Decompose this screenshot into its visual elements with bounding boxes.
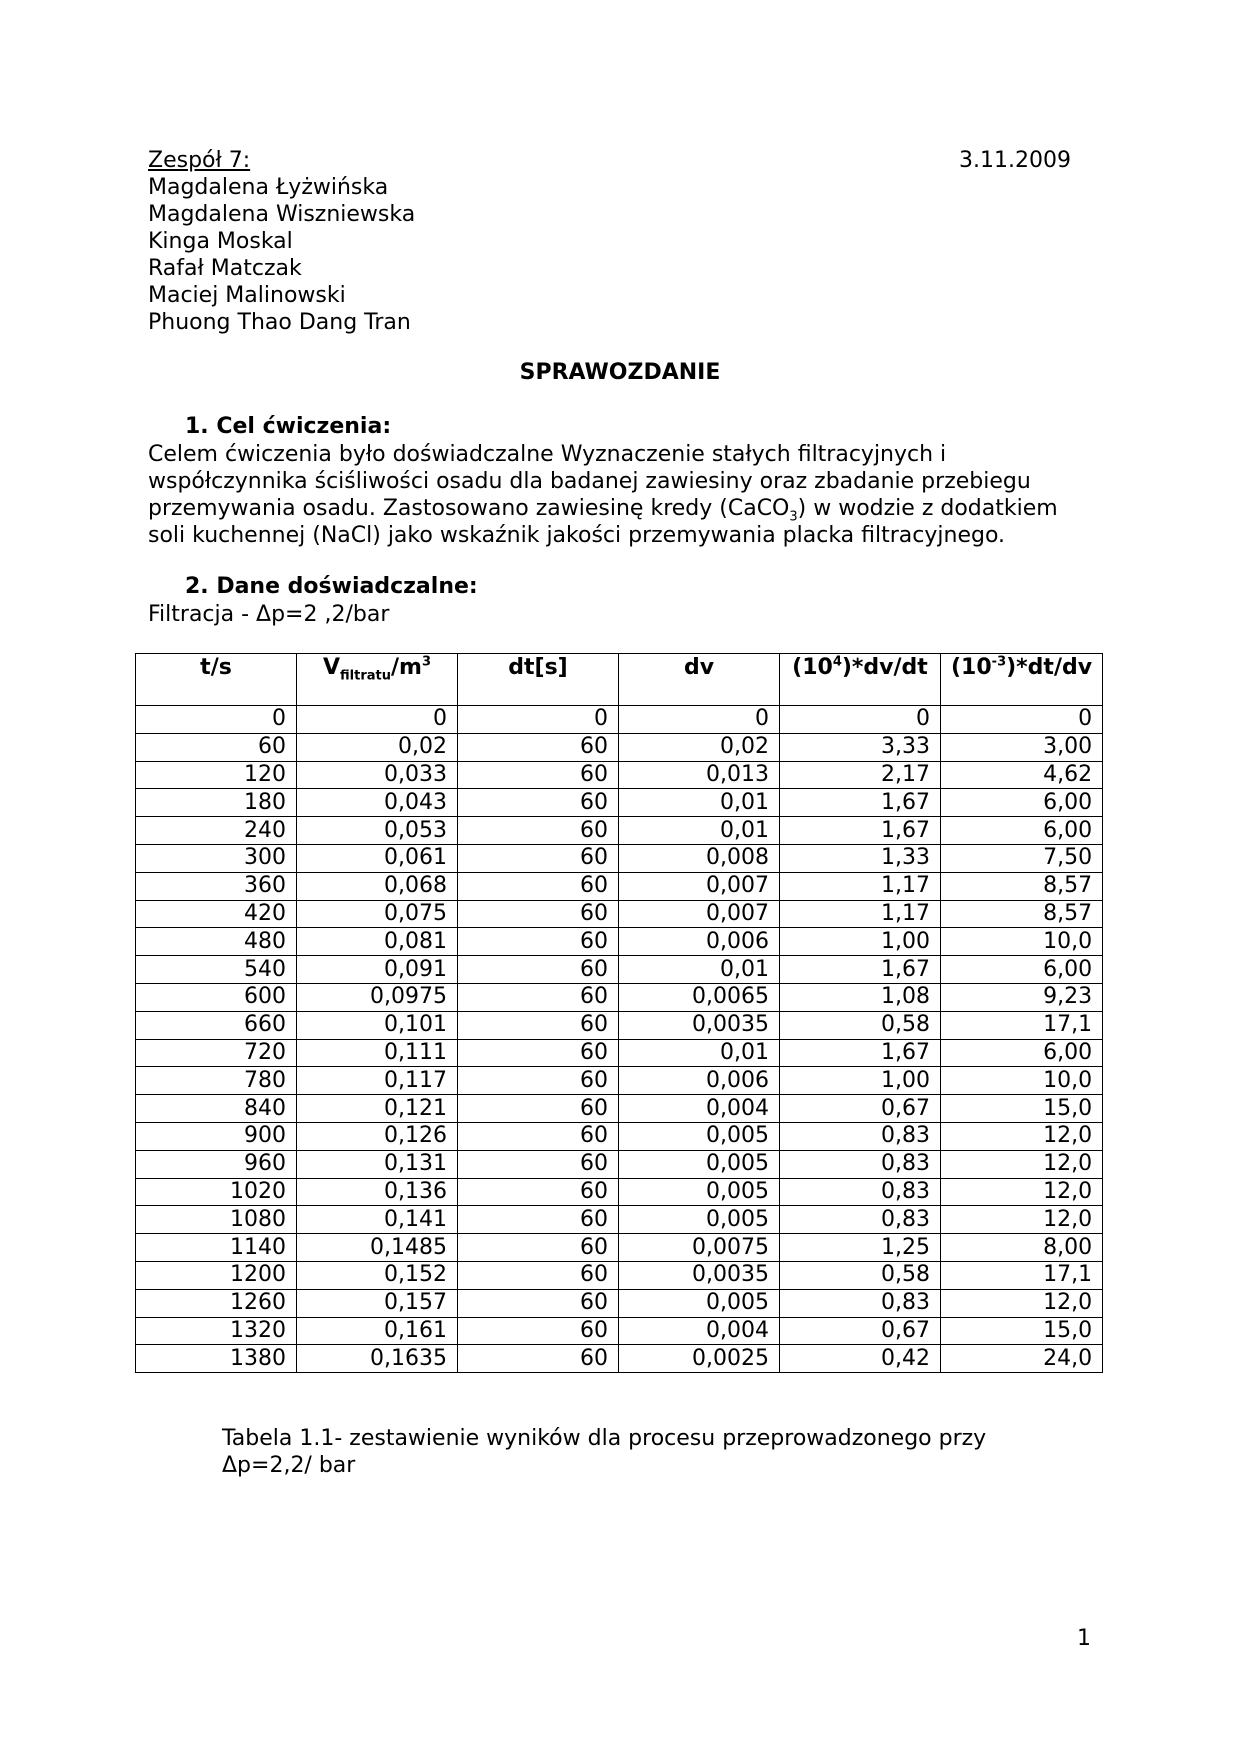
table-row	[136, 1261, 1103, 1289]
document-title: SPRAWOZDANIE	[519, 360, 721, 385]
header-dt: dt[s]	[458, 654, 619, 706]
page-number: 1	[1077, 1626, 1091, 1651]
cell-dvdt: 1,17	[780, 900, 941, 928]
cell-volume: 0,0975	[297, 983, 458, 1011]
section-1-paragraph	[148, 441, 1088, 549]
cell-dvdt: 1,67	[780, 956, 941, 984]
cell-dtdv: 7,50	[941, 844, 1103, 872]
cell-dvdt: 0,83	[780, 1122, 941, 1150]
cell-t: 300	[136, 844, 297, 872]
cell-volume: 0,117	[297, 1067, 458, 1095]
table-row	[136, 900, 1103, 928]
cell-t: 1260	[136, 1289, 297, 1317]
cell-dv: 0,01	[619, 956, 780, 984]
table-row	[136, 1234, 1103, 1262]
cell-dv: 0,005	[619, 1150, 780, 1178]
cell-dt: 60	[458, 844, 619, 872]
cell-t: 960	[136, 1150, 297, 1178]
cell-dvdt: 0,67	[780, 1317, 941, 1345]
header-dtdv	[941, 654, 1103, 706]
cell-t: 480	[136, 928, 297, 956]
cell-t: 0	[136, 706, 297, 734]
cell-dt: 60	[458, 872, 619, 900]
header-volume-unit: /m	[390, 655, 422, 680]
cell-dt: 60	[458, 1345, 619, 1373]
cell-t: 660	[136, 1011, 297, 1039]
cell-dvdt: 0,58	[780, 1261, 941, 1289]
cell-volume: 0,121	[297, 1095, 458, 1123]
header-dtdv-post: )*dt/dv	[1006, 655, 1093, 680]
table-row	[136, 733, 1103, 761]
table-row	[136, 1011, 1103, 1039]
cell-dv: 0,0035	[619, 1261, 780, 1289]
header-volume	[297, 654, 458, 706]
table-row	[136, 1039, 1103, 1067]
cell-dvdt: 2,17	[780, 761, 941, 789]
cell-dv: 0,007	[619, 900, 780, 928]
cell-dvdt: 0,58	[780, 1011, 941, 1039]
cell-volume: 0,131	[297, 1150, 458, 1178]
cell-dt: 60	[458, 789, 619, 817]
cell-t: 1020	[136, 1178, 297, 1206]
caco3-subscript: 3	[789, 509, 798, 525]
cell-volume: 0,1485	[297, 1234, 458, 1262]
cell-dvdt: 0	[780, 706, 941, 734]
cell-dtdv: 17,1	[941, 1011, 1103, 1039]
cell-dvdt: 1,00	[780, 1067, 941, 1095]
cell-dvdt: 0,42	[780, 1345, 941, 1373]
cell-dv: 0,01	[619, 1039, 780, 1067]
cell-dtdv: 12,0	[941, 1178, 1103, 1206]
table-row	[136, 1345, 1103, 1373]
cell-dtdv: 0	[941, 706, 1103, 734]
cell-t: 780	[136, 1067, 297, 1095]
cell-t: 840	[136, 1095, 297, 1123]
cell-volume: 0,126	[297, 1122, 458, 1150]
cell-t: 1320	[136, 1317, 297, 1345]
cell-dt: 60	[458, 900, 619, 928]
team-member: Magdalena Łyżwińska	[148, 175, 389, 200]
header-dvdt-sup: 4	[832, 654, 842, 670]
cell-dt: 60	[458, 1289, 619, 1317]
team-member: Maciej Malinowski	[148, 283, 346, 308]
cell-dv: 0,0035	[619, 1011, 780, 1039]
cell-t: 1140	[136, 1234, 297, 1262]
cell-volume: 0,1635	[297, 1345, 458, 1373]
cell-dvdt: 0,83	[780, 1289, 941, 1317]
cell-dvdt: 1,67	[780, 817, 941, 845]
cell-dvdt: 0,83	[780, 1206, 941, 1234]
cell-dv: 0,006	[619, 1067, 780, 1095]
cell-dv: 0,008	[619, 844, 780, 872]
cell-t: 240	[136, 817, 297, 845]
table-row	[136, 956, 1103, 984]
cell-dv: 0,006	[619, 928, 780, 956]
cell-volume: 0,101	[297, 1011, 458, 1039]
cell-dtdv: 12,0	[941, 1289, 1103, 1317]
cell-dt: 60	[458, 1150, 619, 1178]
team-label: Zespół 7:	[148, 148, 251, 173]
table-row	[136, 1289, 1103, 1317]
cell-dt: 60	[458, 1039, 619, 1067]
cell-dv: 0,004	[619, 1317, 780, 1345]
cell-dvdt: 1,17	[780, 872, 941, 900]
cell-volume: 0,061	[297, 844, 458, 872]
cell-dt: 60	[458, 1261, 619, 1289]
header-volume-main: V	[322, 655, 341, 680]
cell-dt: 60	[458, 817, 619, 845]
cell-volume: 0,152	[297, 1261, 458, 1289]
cell-t: 1200	[136, 1261, 297, 1289]
table-row	[136, 1206, 1103, 1234]
cell-dtdv: 6,00	[941, 817, 1103, 845]
table-row	[136, 983, 1103, 1011]
header-dvdt	[780, 654, 941, 706]
section-1-text-part2: ) w wodzie z dodatkiem soli kuchennej (NaCl) jako wskaźnik jakości przemywania placka filtracyjnego.	[148, 496, 1058, 548]
cell-dvdt: 1,67	[780, 1039, 941, 1067]
cell-dtdv: 6,00	[941, 789, 1103, 817]
cell-t: 1380	[136, 1345, 297, 1373]
cell-dv: 0,0025	[619, 1345, 780, 1373]
cell-volume: 0,091	[297, 956, 458, 984]
cell-volume: 0	[297, 706, 458, 734]
cell-dv: 0,013	[619, 761, 780, 789]
cell-dvdt: 1,25	[780, 1234, 941, 1262]
cell-dvdt: 3,33	[780, 733, 941, 761]
cell-dt: 60	[458, 1095, 619, 1123]
cell-dtdv: 15,0	[941, 1317, 1103, 1345]
cell-dt: 60	[458, 1011, 619, 1039]
filtration-subtitle: Filtracja - Δp=2 ,2/bar	[148, 602, 390, 627]
header-volume-sub: filtratu	[340, 668, 391, 684]
team-member: Magdalena Wiszniewska	[148, 202, 416, 227]
cell-t: 720	[136, 1039, 297, 1067]
table-row	[136, 872, 1103, 900]
cell-dv: 0,007	[619, 872, 780, 900]
cell-dv: 0,005	[619, 1206, 780, 1234]
cell-t: 360	[136, 872, 297, 900]
cell-volume: 0,111	[297, 1039, 458, 1067]
table-header-row	[136, 654, 1103, 706]
cell-dtdv: 12,0	[941, 1122, 1103, 1150]
cell-dtdv: 12,0	[941, 1150, 1103, 1178]
table-row	[136, 844, 1103, 872]
cell-dvdt: 0,83	[780, 1178, 941, 1206]
header-volume-sup: 3	[421, 654, 431, 670]
results-table	[135, 653, 1103, 1373]
cell-dt: 60	[458, 928, 619, 956]
table-row	[136, 1317, 1103, 1345]
table-row	[136, 1067, 1103, 1095]
cell-dt: 60	[458, 1234, 619, 1262]
cell-dv: 0,005	[619, 1178, 780, 1206]
cell-volume: 0,02	[297, 733, 458, 761]
cell-dtdv: 15,0	[941, 1095, 1103, 1123]
section-1-heading: 1. Cel ćwiczenia:	[185, 414, 392, 439]
cell-dtdv: 17,1	[941, 1261, 1103, 1289]
cell-dv: 0,01	[619, 789, 780, 817]
report-date: 3.11.2009	[959, 148, 1071, 173]
cell-t: 1080	[136, 1206, 297, 1234]
cell-volume: 0,157	[297, 1289, 458, 1317]
cell-dv: 0,0065	[619, 983, 780, 1011]
cell-dtdv: 9,23	[941, 983, 1103, 1011]
header-dtdv-sup: -3	[991, 654, 1007, 670]
table-row	[136, 1122, 1103, 1150]
header-dtdv-pre: (10	[951, 655, 992, 680]
cell-dt: 60	[458, 1122, 619, 1150]
cell-dv: 0,005	[619, 1122, 780, 1150]
cell-dtdv: 3,00	[941, 733, 1103, 761]
table-row	[136, 1150, 1103, 1178]
cell-dv: 0,0075	[619, 1234, 780, 1262]
cell-t: 60	[136, 733, 297, 761]
table-caption: Tabela 1.1- zestawienie wyników dla procesu przeprowadzonego przy Δp=2,2/ bar	[222, 1426, 987, 1478]
cell-volume: 0,136	[297, 1178, 458, 1206]
header-dv: dv	[619, 654, 780, 706]
cell-dt: 60	[458, 983, 619, 1011]
cell-dt: 60	[458, 1178, 619, 1206]
cell-dvdt: 0,83	[780, 1150, 941, 1178]
cell-dv: 0,005	[619, 1289, 780, 1317]
table-row	[136, 789, 1103, 817]
cell-dtdv: 10,0	[941, 1067, 1103, 1095]
team-member: Kinga Moskal	[148, 229, 293, 254]
table-row	[136, 817, 1103, 845]
table-body	[136, 706, 1103, 1373]
cell-dt: 60	[458, 1067, 619, 1095]
team-member: Phuong Thao Dang Tran	[148, 310, 411, 335]
cell-dtdv: 8,57	[941, 872, 1103, 900]
cell-dtdv: 12,0	[941, 1206, 1103, 1234]
table-row	[136, 761, 1103, 789]
cell-volume: 0,043	[297, 789, 458, 817]
cell-volume: 0,075	[297, 900, 458, 928]
cell-t: 180	[136, 789, 297, 817]
table-row	[136, 928, 1103, 956]
table-row	[136, 1178, 1103, 1206]
cell-volume: 0,161	[297, 1317, 458, 1345]
cell-volume: 0,141	[297, 1206, 458, 1234]
cell-dt: 60	[458, 761, 619, 789]
cell-dtdv: 24,0	[941, 1345, 1103, 1373]
cell-t: 120	[136, 761, 297, 789]
cell-dtdv: 8,00	[941, 1234, 1103, 1262]
cell-dt: 60	[458, 733, 619, 761]
team-members-list	[148, 174, 415, 336]
cell-volume: 0,068	[297, 872, 458, 900]
section-1-text-part1: Celem ćwiczenia było doświadczalne Wyznaczenie stałych filtracyjnych i współczynnika ściśliwości osadu dla badanej zawiesiny oraz zbadanie przebiegu przemywania osadu. Zastosowano zawiesinę kredy (CaCO	[148, 442, 1031, 521]
header-dvdt-pre: (10	[792, 655, 833, 680]
table-row	[136, 1095, 1103, 1123]
cell-dvdt: 1,00	[780, 928, 941, 956]
cell-dvdt: 1,08	[780, 983, 941, 1011]
cell-dv: 0,004	[619, 1095, 780, 1123]
cell-t: 600	[136, 983, 297, 1011]
cell-dt: 60	[458, 1206, 619, 1234]
cell-dtdv: 6,00	[941, 1039, 1103, 1067]
cell-dvdt: 1,67	[780, 789, 941, 817]
cell-volume: 0,053	[297, 817, 458, 845]
cell-t: 420	[136, 900, 297, 928]
header-t: t/s	[136, 654, 297, 706]
team-member: Rafał Matczak	[148, 256, 302, 281]
cell-dtdv: 10,0	[941, 928, 1103, 956]
cell-volume: 0,081	[297, 928, 458, 956]
cell-dt: 0	[458, 706, 619, 734]
cell-dv: 0	[619, 706, 780, 734]
cell-dv: 0,02	[619, 733, 780, 761]
cell-t: 540	[136, 956, 297, 984]
section-2-heading: 2. Dane doświadczalne:	[185, 574, 478, 599]
cell-dtdv: 8,57	[941, 900, 1103, 928]
header-dvdt-post: )*dv/dt	[841, 655, 928, 680]
cell-volume: 0,033	[297, 761, 458, 789]
cell-dvdt: 0,67	[780, 1095, 941, 1123]
cell-dt: 60	[458, 1317, 619, 1345]
cell-dv: 0,01	[619, 817, 780, 845]
cell-dvdt: 1,33	[780, 844, 941, 872]
cell-t: 900	[136, 1122, 297, 1150]
table-row	[136, 706, 1103, 734]
cell-dtdv: 6,00	[941, 956, 1103, 984]
cell-dt: 60	[458, 956, 619, 984]
cell-dtdv: 4,62	[941, 761, 1103, 789]
